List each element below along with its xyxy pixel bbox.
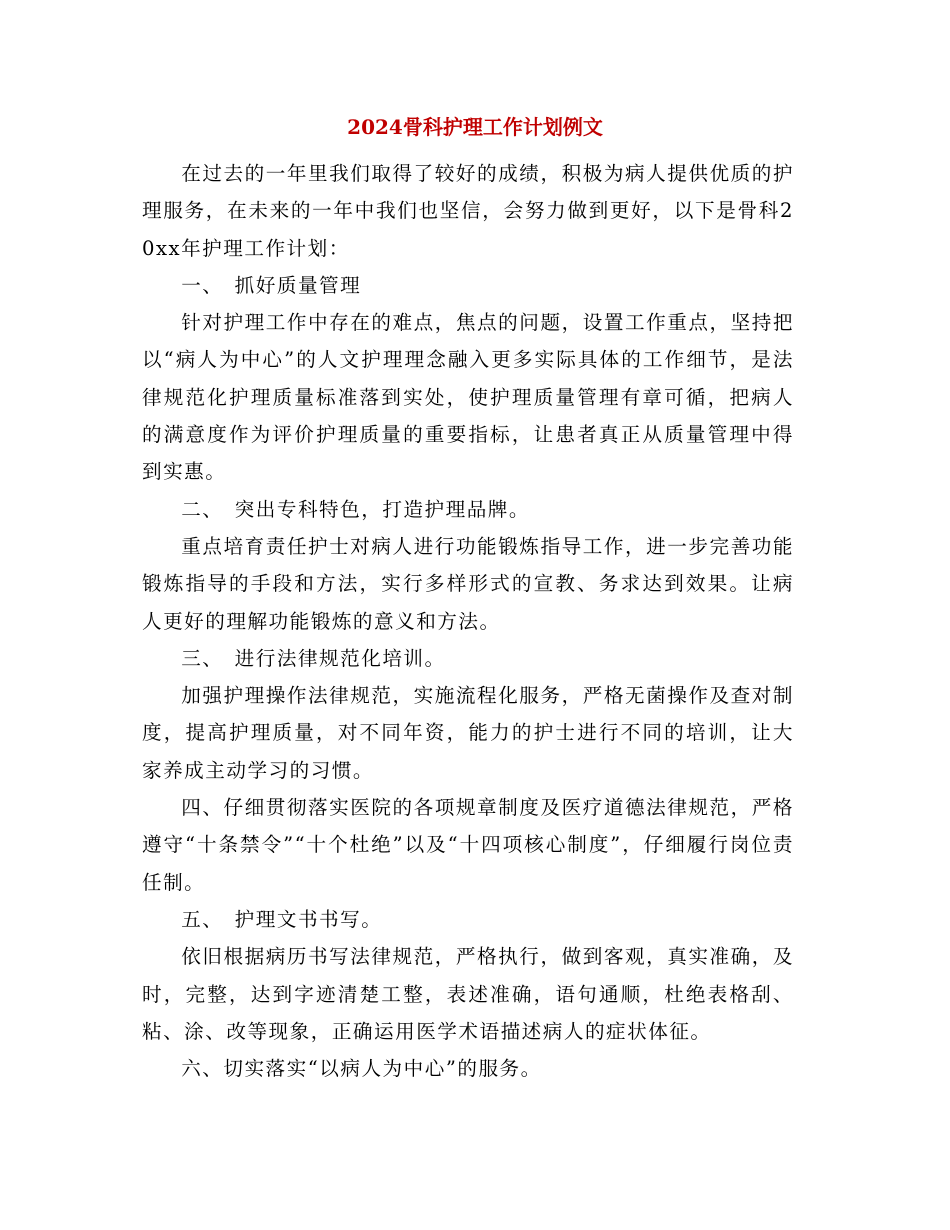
section-heading-3: 三、 进行法律规范化培训。 <box>181 646 446 670</box>
document-title: 2024骨科护理工作计划例文 <box>347 115 603 139</box>
document-body <box>142 155 794 1087</box>
section-heading-6: 六、切实落实“以病人为中心”的服务。 <box>181 1057 542 1081</box>
section-heading-1: 一、 抓好质量管理 <box>181 273 362 297</box>
paragraph-2: 重点培育责任护士对病人进行功能锻炼指导工作，进一步完善功能锻炼指导的手段和方法，实行多样形式的宣教、务求达到效果。让病人更好的理解功能锻炼的意义和方法。 <box>142 534 794 633</box>
paragraph-1: 针对护理工作中存在的难点，焦点的问题，设置工作重点，坚持把以“病人为中心”的人文护理理念融入更多实际具体的工作细节，是法律规范化护理质量标准落到实处，使护理质量管理有章可循，把病人的满意度作为评价护理质量的重要指标，让患者真正从质量管理中得到实惠。 <box>142 311 794 484</box>
paragraph-intro: 在过去的一年里我们取得了较好的成绩，积极为病人提供优质的护理服务，在未来的一年中我们也坚信，会努力做到更好，以下是骨科20xx年护理工作计划： <box>142 162 794 260</box>
paragraph-5: 依旧根据病历书写法律规范，严格执行，做到客观，真实准确，及时，完整，达到字迹清楚工整，表述准确，语句通顺，杜绝表格刮、粘、涂、改等现象，正确运用医学术语描述病人的症状体征。 <box>142 945 794 1043</box>
section-heading-2: 二、 突出专科特色，打造护理品牌。 <box>181 497 530 521</box>
section-heading-5: 五、 护理文书书写。 <box>181 907 383 931</box>
paragraph-3: 加强护理操作法律规范，实施流程化服务，严格无菌操作及查对制度，提高护理质量，对不同年资，能力的护士进行不同的培训，让大家养成主动学习的习惯。 <box>142 684 794 782</box>
paragraph-4: 四、仔细贯彻落实医院的各项规章制度及医疗道德法律规范，严格遵守“十条禁令”“十个杜绝”以及“十四项核心制度”，仔细履行岗位责任制。 <box>142 796 794 894</box>
